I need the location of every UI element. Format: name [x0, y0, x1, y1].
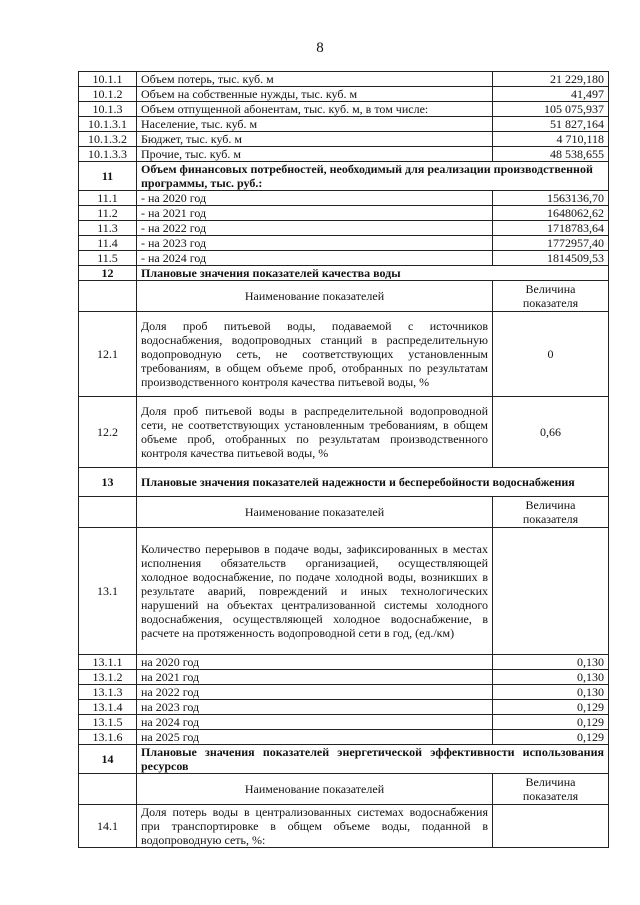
row-number: 10.1.2 [79, 87, 137, 102]
page-number: 8 [316, 40, 324, 56]
table-row [79, 191, 609, 206]
table-row [79, 132, 609, 147]
column-header-name: Наименование показателей [137, 497, 493, 528]
table-row [79, 312, 609, 397]
row-label: Объем на собственные нужды, тыс. куб. м [137, 87, 493, 102]
column-header-name: Наименование показателей [137, 774, 493, 805]
row-number: 13.1.5 [79, 715, 137, 730]
row-value: 1718783,64 [493, 221, 609, 236]
row-value: 0,130 [493, 685, 609, 700]
row-value: 0,130 [493, 670, 609, 685]
row-value: 1563136,70 [493, 191, 609, 206]
column-header-row [79, 281, 609, 312]
row-number: 13.1.3 [79, 685, 137, 700]
row-number: 12.1 [79, 312, 137, 397]
row-label: Прочие, тыс. куб. м [137, 147, 493, 162]
row-label: - на 2023 год [137, 236, 493, 251]
row-number: 10.1.3.1 [79, 117, 137, 132]
row-number: 10.1.3 [79, 102, 137, 117]
row-number: 13.1.4 [79, 700, 137, 715]
row-label: на 2021 год [137, 670, 493, 685]
row-label: Бюджет, тыс. куб. м [137, 132, 493, 147]
column-header-row [79, 774, 609, 805]
row-value: 4 710,118 [493, 132, 609, 147]
row-value: 0,129 [493, 715, 609, 730]
row-value: 48 538,655 [493, 147, 609, 162]
row-label: Доля проб питьевой воды, подаваемой с источников водоснабжения, водопроводных станций в распределительную водопроводную сеть, не соответствующих установленным требованиям, в общем объеме проб, отобранных по результатам производственного контроля качества питьевой воды, % [137, 312, 493, 397]
row-number: 10.1.3.2 [79, 132, 137, 147]
row-number: 12.2 [79, 397, 137, 468]
row-label: на 2024 год [137, 715, 493, 730]
row-number: 11.3 [79, 221, 137, 236]
section-number: 11 [79, 162, 137, 191]
row-number: 10.1.3.3 [79, 147, 137, 162]
row-value: 1772957,40 [493, 236, 609, 251]
row-number: 10.1.1 [79, 72, 137, 87]
row-value: 1648062,62 [493, 206, 609, 221]
column-header-value: Величина показателя [493, 774, 609, 805]
row-number: 13.1.2 [79, 670, 137, 685]
row-number: 11.2 [79, 206, 137, 221]
table-row [79, 685, 609, 700]
table-row [79, 655, 609, 670]
table-row [79, 805, 609, 848]
row-label: на 2023 год [137, 700, 493, 715]
table-row [79, 730, 609, 745]
row-value: 51 827,164 [493, 117, 609, 132]
section-header-row [79, 468, 609, 497]
column-header-value: Величина показателя [493, 281, 609, 312]
row-label: Объем отпущенной абонентам, тыс. куб. м, в том числе: [137, 102, 493, 117]
section-header-row [79, 745, 609, 774]
column-header-row [79, 497, 609, 528]
row-number: 14.1 [79, 805, 137, 848]
table-row [79, 251, 609, 266]
row-value: 105 075,937 [493, 102, 609, 117]
row-label: Доля потерь воды в централизованных системах водоснабжения при транспортировке в общем объеме воды, поданной в водопроводную сеть, %: [137, 805, 493, 848]
column-header-value: Величина показателя [493, 497, 609, 528]
row-label: на 2020 год [137, 655, 493, 670]
row-value: 0,129 [493, 700, 609, 715]
section-title: Плановые значения показателей надежности и бесперебойности водоснабжения [137, 468, 609, 497]
row-label: на 2022 год [137, 685, 493, 700]
row-value: 1814509,53 [493, 251, 609, 266]
row-value: 0,66 [493, 397, 609, 468]
row-number: 13.1.6 [79, 730, 137, 745]
row-number: 11.5 [79, 251, 137, 266]
section-title: Плановые значения показателей качества воды [137, 266, 609, 281]
section-title: Плановые значения показателей энергетической эффективности использования ресурсов [137, 745, 609, 774]
row-value: 0,130 [493, 655, 609, 670]
section-title: Объем финансовых потребностей, необходимый для реализации производственной программы, тыс. руб.: [137, 162, 609, 191]
row-number: 11.4 [79, 236, 137, 251]
table-row [79, 147, 609, 162]
row-label: Объем потерь, тыс. куб. м [137, 72, 493, 87]
section-number: 13 [79, 468, 137, 497]
row-label: - на 2024 год [137, 251, 493, 266]
row-label: Доля проб питьевой воды в распределительной водопроводной сети, не соответствующих установленным требованиям, в общем объеме проб, отобранных по результатам производственного контроля качества питьевой воды, % [137, 397, 493, 468]
row-label: - на 2021 год [137, 206, 493, 221]
row-label: - на 2020 год [137, 191, 493, 206]
row-value: 41,497 [493, 87, 609, 102]
row-value: 0,129 [493, 730, 609, 745]
row-number: 13.1 [79, 528, 137, 655]
table-row [79, 670, 609, 685]
table-row [79, 715, 609, 730]
row-value: 21 229,180 [493, 72, 609, 87]
table-row [79, 236, 609, 251]
row-number: 11.1 [79, 191, 137, 206]
table-row [79, 102, 609, 117]
column-header-name: Наименование показателей [137, 281, 493, 312]
section-header-row [79, 266, 609, 281]
row-label: - на 2022 год [137, 221, 493, 236]
row-number: 13.1.1 [79, 655, 137, 670]
table-row [79, 221, 609, 236]
indicators-table [78, 71, 609, 848]
row-label: Количество перерывов в подаче воды, зафиксированных в местах исполнения обязательств организацией, осуществляющей холодное водоснабжение, по подаче холодной воды, возникших в результате аварий, повреждений и иных технологических нарушений на объектах централизованной системы холодного водоснабжения, осуществляющей холодное водоснабжение, в расчете на протяженность водопроводной сети в год, (ед./км) [137, 528, 493, 655]
table-row [79, 72, 609, 87]
table-row [79, 528, 609, 655]
row-label: Население, тыс. куб. м [137, 117, 493, 132]
row-value: 0 [493, 312, 609, 397]
section-number: 14 [79, 745, 137, 774]
table-row [79, 87, 609, 102]
table-row [79, 206, 609, 221]
row-label: на 2025 год [137, 730, 493, 745]
section-number: 12 [79, 266, 137, 281]
table-row [79, 117, 609, 132]
table-row [79, 700, 609, 715]
section-header-row [79, 162, 609, 191]
table-row [79, 397, 609, 468]
